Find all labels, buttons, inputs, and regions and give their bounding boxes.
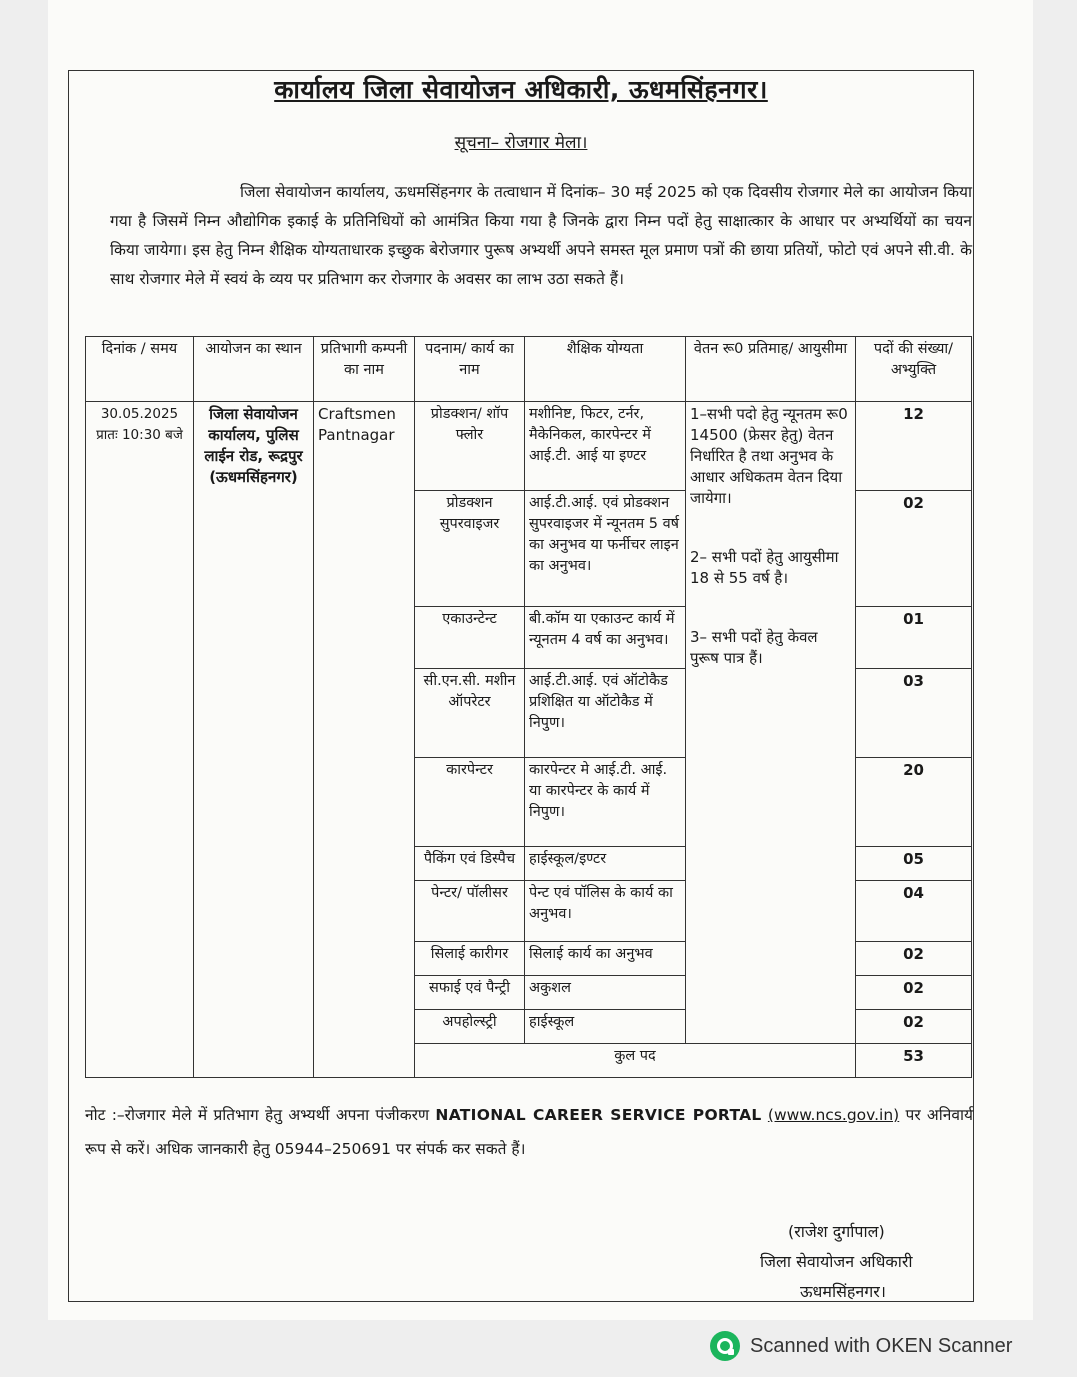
header-venue: आयोजन का स्थान (194, 337, 314, 402)
notice-subtitle: सूचना– रोजगार मेला। (454, 133, 588, 153)
count-cell: 12 (856, 402, 972, 491)
post-cell: कारपेन्टर (415, 757, 525, 846)
header-count: पदों की संख्या/ अभ्युक्ति (856, 337, 972, 402)
notice-intro: जिला सेवायोजन कार्यालय, ऊधमसिंहनगर के तत्वाधान में दिनांक– 30 मई 2025 को एक दिवसीय रोजगार मेले का आयोजन किया गया है जिसमें निम्न औद्योगिक इकाई के प्रतिनिधियों को आमंत्रित किया गया है जिनके द्वारा निम्न पदों हेतु साक्षात्कार के आधार पर अभ्यर्थियों का चयन किया जायेगा। इस हेतु निम्न शैक्षिक योग्यताधारक इच्छुक बेरोजगार पुरूष अभ्यर्थी अपने समस्त मूल प्रमाण पत्रों की छाया प्रतियों, फोटो एवं अपने सी.वी. के साथ रोजगार मेले में स्वयं के व्यय पर प्रतिभाग कर रोजगार के अवसर का लाभ उठा सकते हैं। (110, 183, 972, 288)
count-cell: 20 (856, 757, 972, 846)
event-time: प्रातः 10:30 बजे (96, 427, 183, 443)
qualification-cell: सिलाई कार्य का अनुभव (525, 941, 686, 975)
header-date: दिनांक / समय (86, 337, 194, 402)
count-cell: 02 (856, 975, 972, 1009)
count-cell: 05 (856, 846, 972, 880)
qualification-cell: मशीनिष्ट, फिटर, टर्नर, मैकेनिकल, कारपेन्टर में आई.टी. आई या इण्टर (525, 402, 686, 491)
count-cell: 02 (856, 1009, 972, 1043)
signatory-designation: जिला सेवायोजन अधिकारी (760, 1252, 913, 1271)
note-prefix: नोट :–रोजगार मेले में प्रतिभाग हेतु अभ्यर्थी अपना पंजीकरण (85, 1106, 430, 1124)
post-cell: प्रोडक्शन सुपरवाइजर (415, 490, 525, 606)
post-cell: सी.एन.सी. मशीन ऑपरेटर (415, 668, 525, 757)
event-date: 30.05.2025 (100, 406, 179, 422)
header-post: पदनाम/ कार्य का नाम (415, 337, 525, 402)
note-suffix: पर अनिवार्य रूप से करें। अधिक जानकारी हेतु 05944–250691 पर संपर्क कर सकते हैं। (85, 1106, 974, 1158)
scanner-watermark (710, 1330, 1012, 1362)
count-cell: 03 (856, 668, 972, 757)
header-salary: वेतन रू0 प्रतिमाह/ आयुसीमा (686, 337, 856, 402)
salary-cell (686, 402, 856, 1044)
qualification-cell: हाईस्कूल/इण्टर (525, 846, 686, 880)
table-row (86, 402, 972, 491)
oken-scanner-logo-icon (710, 1331, 740, 1361)
date-time-cell (86, 402, 194, 1078)
scanner-watermark-text: Scanned with OKEN Scanner (750, 1334, 1013, 1357)
post-cell: पैकिंग एवं डिस्पैच (415, 846, 525, 880)
salary-note-2: 2– सभी पदों हेतु आयुसीमा 18 से 55 वर्ष है। (690, 548, 839, 587)
count-cell: 01 (856, 607, 972, 668)
post-cell: पेन्टर/ पॉलीसर (415, 880, 525, 941)
total-count: 53 (856, 1043, 972, 1077)
total-label: कुल पद (415, 1043, 856, 1077)
qualification-cell: हाईस्कूल (525, 1009, 686, 1043)
signatory-name: (राजेश दुर्गापाल) (788, 1222, 885, 1241)
company-cell: Craftsmen Pantnagar (314, 402, 415, 1078)
notice-title: कार्यालय जिला सेवायोजन अधिकारी, ऊधमसिंहनगर। (274, 75, 768, 104)
count-cell: 02 (856, 490, 972, 606)
post-cell: अपहोल्स्ट्री (415, 1009, 525, 1043)
table-header-row (86, 337, 972, 402)
job-table (85, 336, 972, 1078)
qualification-cell: आई.टी.आई. एवं ऑटोकैड प्रशिक्षित या ऑटोकैड में निपुण। (525, 668, 686, 757)
post-cell: प्रोडक्शन/ शॉप फ्लोर (415, 402, 525, 491)
post-cell: सिलाई कारीगर (415, 941, 525, 975)
qualification-cell: बी.कॉम या एकाउन्ट कार्य में न्यूनतम 4 वर्ष का अनुभव। (525, 607, 686, 668)
ncs-portal-link[interactable]: (www.ncs.gov.in) (767, 1106, 900, 1124)
post-cell: सफाई एवं पैन्ट्री (415, 975, 525, 1009)
qualification-cell: अकुशल (525, 975, 686, 1009)
post-cell: एकाउन्टेन्ट (415, 607, 525, 668)
salary-note-3: 3– सभी पदों हेतु केवल पुरूष पात्र हैं। (690, 628, 818, 667)
registration-note (85, 1098, 973, 1166)
qualification-cell: कारपेन्टर मे आई.टी. आई. या कारपेन्टर के कार्य में निपुण। (525, 757, 686, 846)
qualification-cell: पेन्ट एवं पॉलिस के कार्य का अनुभव। (525, 880, 686, 941)
header-company: प्रतिभागी कम्पनी का नाम (314, 337, 415, 402)
signatory-place: ऊधमसिंहनगर। (800, 1282, 886, 1301)
qualification-cell: आई.टी.आई. एवं प्रोडक्शन सुपरवाइजर में न्यूनतम 5 वर्ष का अनुभव या फर्नीचर लाइन का अनुभव। (525, 490, 686, 606)
venue-cell: जिला सेवायोजन कार्यालय, पुलिस लाईन रोड, रूद्रपुर (ऊधमसिंहनगर) (194, 402, 314, 1078)
salary-note-1: 1–सभी पदो हेतु न्यूनतम रू0 14500 (फ्रेसर हेतु) वेतन निर्धारित है तथा अनुभव के आधार अधिकतम वेतन दिया जायेगा। (690, 405, 848, 507)
count-cell: 04 (856, 880, 972, 941)
note-portal: NATIONAL CAREER SERVICE PORTAL (435, 1106, 762, 1124)
count-cell: 02 (856, 941, 972, 975)
header-qualification: शैक्षिक योग्यता (525, 337, 686, 402)
